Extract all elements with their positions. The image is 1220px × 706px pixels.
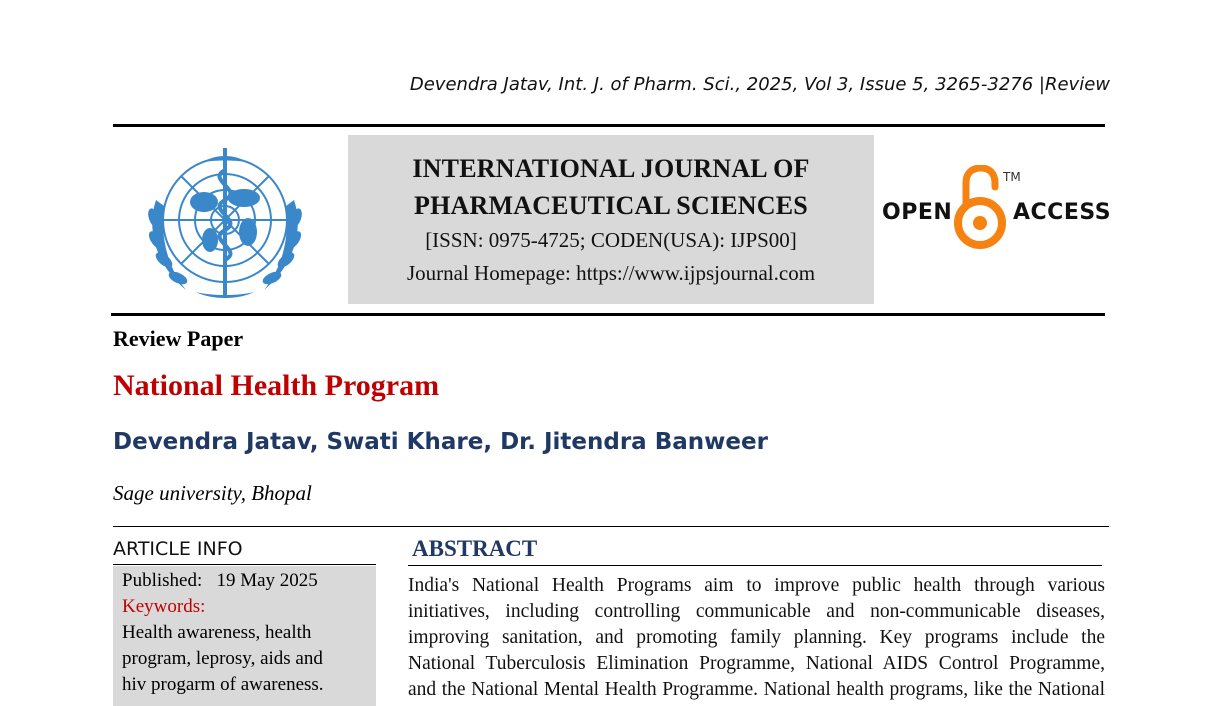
abstract-line: India's National Health Programs aim to improve public health through various: [408, 575, 1105, 596]
journal-title: [348, 150, 874, 224]
section-divider: [113, 526, 1109, 527]
abstract-line: and the National Mental Health Programme. National health programs, like the National: [408, 679, 1105, 700]
journal-homepage: Journal Homepage: https://www.ijpsjournal.com: [406, 261, 816, 285]
abstract-rule: [408, 565, 1102, 566]
keywords-line: hiv progarm of awareness.: [122, 674, 324, 695]
open-access-left-text: OPEN: [882, 200, 953, 225]
journal-title-line-1: INTERNATIONAL JOURNAL OF: [412, 154, 810, 183]
open-access-lock-icon: [952, 165, 1008, 251]
header-rule-bottom: [111, 313, 1105, 316]
abstract-heading: ABSTRACT: [412, 536, 538, 561]
keywords-line: program, leprosy, aids and: [122, 648, 323, 669]
journal-issn: [ISSN: 0975-4725; CODEN(USA): IJPS00]: [425, 228, 797, 252]
affiliation: Sage university, Bhopal: [113, 481, 312, 505]
keywords-label: Keywords:: [122, 596, 206, 617]
article-info-box: [113, 566, 376, 706]
header-rule-top: [113, 124, 1105, 127]
journal-title-line-2: PHARMACEUTICAL SCIENCES: [414, 191, 808, 220]
abstract-line: initiatives, including controlling communicable and non-communicable diseases,: [408, 601, 1105, 622]
article-info-rule: [113, 564, 376, 565]
published-label: Published:: [122, 570, 203, 591]
published-date: 19 May 2025: [216, 570, 318, 591]
published-row: [122, 568, 318, 594]
abstract-line: National Tuberculosis Elimination Programme, National AIDS Control Programme,: [408, 653, 1105, 674]
paper-type: Review Paper: [113, 326, 244, 351]
journal-masthead: [348, 135, 874, 304]
author-list: Devendra Jatav, Swati Khare, Dr. Jitendra Banweer: [113, 429, 768, 455]
paper-title: National Health Program: [113, 369, 440, 402]
un-emblem-icon: [126, 140, 324, 306]
open-access-trademark: TM: [1003, 170, 1021, 184]
abstract-text: [408, 573, 1105, 703]
running-header: Devendra Jatav, Int. J. of Pharm. Sci., 2025, Vol 3, Issue 5, 3265-3276 |Review: [409, 74, 1110, 95]
keywords-line: Health awareness, health: [122, 622, 312, 643]
article-info-heading: ARTICLE INFO: [113, 538, 243, 560]
abstract-line: improving sanitation, and promoting family planning. Key programs include the: [408, 627, 1105, 648]
open-access-right-text: ACCESS: [1013, 200, 1112, 225]
